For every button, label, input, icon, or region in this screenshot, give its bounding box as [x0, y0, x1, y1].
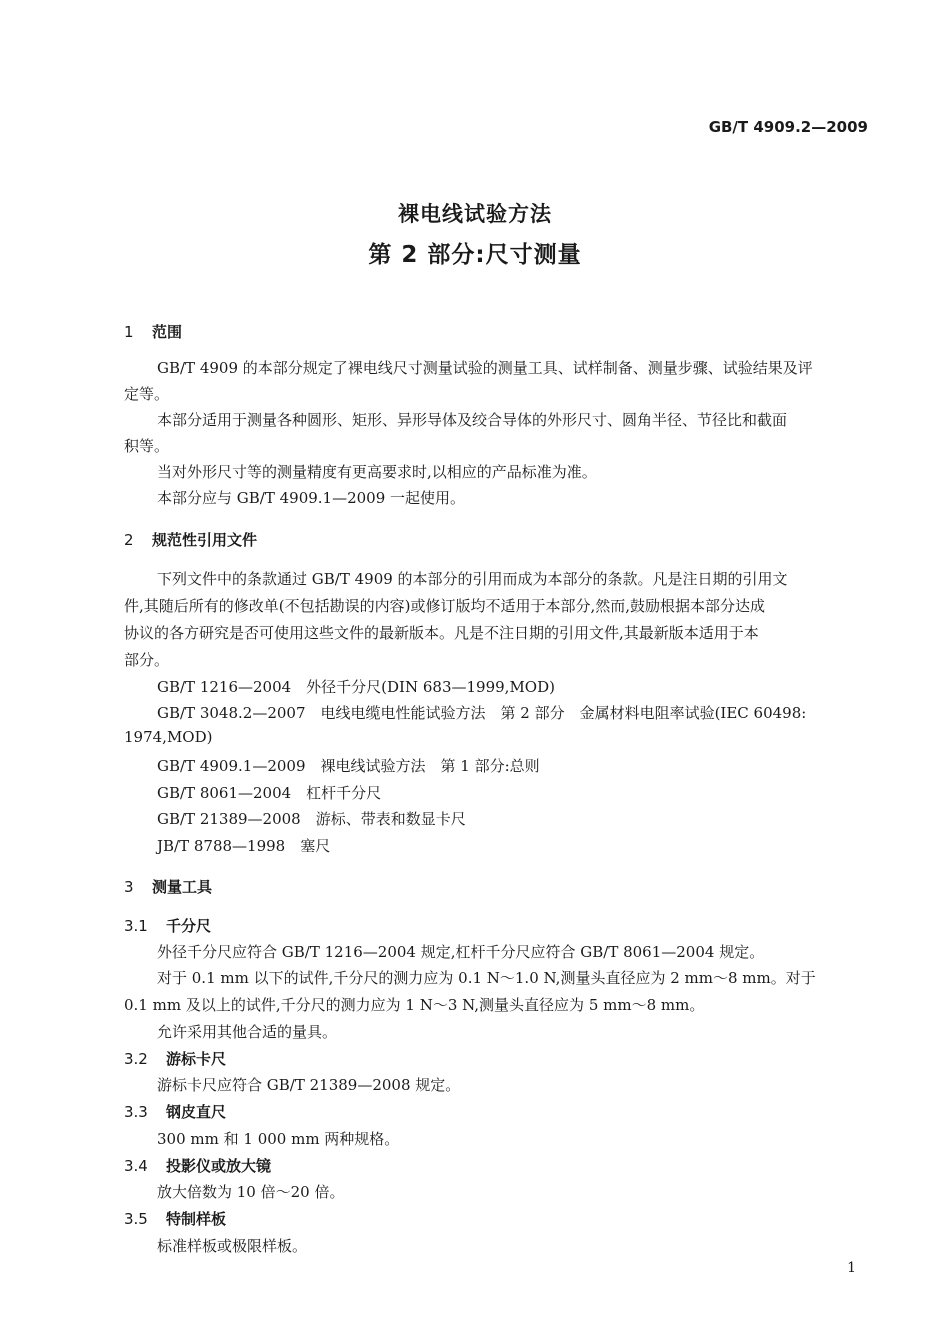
reference-item: GB/T 8061—2004 杠杆千分尺: [157, 784, 382, 802]
paragraph-line: 件,其随后所有的修改单(不包括勘误的内容)或修订版均不适用于本部分,然而,鼓励根据本部分达成: [124, 597, 766, 615]
paragraph-line: 300 mm 和 1 000 mm 两种规格。: [157, 1130, 400, 1148]
doc-subtitle: 第 2 部分:尺寸测量: [368, 242, 582, 268]
paragraph-line: 允许采用其他合适的量具。: [157, 1023, 338, 1041]
paragraph-line: 协议的各方研究是否可使用这些文件的最新版本。凡是不注日期的引用文件,其最新版本适用于本: [124, 624, 759, 642]
paragraph-line: 本部分应与 GB/T 4909.1—2009 一起使用。: [157, 489, 466, 507]
subsection-number: 3.5: [124, 1210, 148, 1228]
section-3-heading: [124, 876, 212, 897]
paragraph-line: 本部分适用于测量各种圆形、矩形、异形导体及绞合导体的外形尺寸、圆角半径、节径比和截面: [157, 411, 788, 429]
subsection-title: 游标卡尺: [166, 1050, 227, 1068]
section-title: 规范性引用文件: [152, 531, 258, 549]
paragraph-line: 放大倍数为 10 倍～20 倍。: [157, 1183, 345, 1201]
paragraph-line: 0.1 mm 及以上的试件,千分尺的测力应为 1 N～3 N,测量头直径应为 5 mm～8 mm。: [124, 996, 705, 1014]
reference-item: JB/T 8788—1998 塞尺: [157, 837, 331, 855]
subsection-3-5-heading: [124, 1208, 226, 1229]
subsection-title: 千分尺: [166, 917, 212, 935]
reference-item-continued: 1974,MOD): [124, 728, 213, 746]
paragraph-line: 下列文件中的条款通过 GB/T 4909 的本部分的引用而成为本部分的条款。凡是注日期的引用文: [157, 570, 788, 588]
subsection-title: 钢皮直尺: [166, 1103, 227, 1121]
section-title: 范围: [152, 323, 183, 341]
standard-code: GB/T 4909.2—2009: [708, 118, 868, 136]
section-title: 测量工具: [152, 878, 213, 896]
paragraph-line: 外径千分尺应符合 GB/T 1216—2004 规定,杠杆千分尺应符合 GB/T 8061—2004 规定。: [157, 943, 765, 961]
section-number: 2: [124, 531, 134, 549]
section-number: 3: [124, 878, 134, 896]
section-1-heading: [124, 321, 182, 342]
subsection-3-4-heading: [124, 1155, 271, 1176]
subsection-3-1-heading: [124, 915, 211, 936]
subsection-number: 3.3: [124, 1103, 148, 1121]
section-number: 1: [124, 323, 134, 341]
paragraph-line: 游标卡尺应符合 GB/T 21389—2008 规定。: [157, 1076, 461, 1094]
reference-item: GB/T 1216—2004 外径千分尺(DIN 683—1999,MOD): [157, 678, 555, 696]
reference-item: GB/T 21389—2008 游标、带表和数显卡尺: [157, 810, 466, 828]
doc-title: 裸电线试验方法: [398, 202, 552, 226]
section-2-heading: [124, 529, 257, 550]
paragraph-line: 积等。: [124, 437, 170, 455]
subsection-title: 投影仪或放大镜: [166, 1157, 272, 1175]
paragraph-line: 标准样板或极限样板。: [157, 1237, 308, 1255]
paragraph-line: 定等。: [124, 385, 170, 403]
subsection-3-2-heading: [124, 1048, 226, 1069]
paragraph-line: 对于 0.1 mm 以下的试件,千分尺的测力应为 0.1 N～1.0 N,测量头直径应为 2 mm～8 mm。对于: [157, 969, 816, 987]
paragraph-line: 当对外形尺寸等的测量精度有更高要求时,以相应的产品标准为准。: [157, 463, 597, 481]
subsection-number: 3.2: [124, 1050, 148, 1068]
subsection-title: 特制样板: [166, 1210, 227, 1228]
subsection-3-3-heading: [124, 1101, 226, 1122]
reference-item: GB/T 3048.2—2007 电线电缆电性能试验方法 第 2 部分 金属材料电阻率试验(IEC 60498:: [157, 704, 807, 722]
paragraph-line: 部分。: [124, 651, 170, 669]
reference-item: GB/T 4909.1—2009 裸电线试验方法 第 1 部分:总则: [157, 757, 540, 775]
page-number: 1: [847, 1260, 856, 1276]
subsection-number: 3.1: [124, 917, 148, 935]
subsection-number: 3.4: [124, 1157, 148, 1175]
paragraph-line: GB/T 4909 的本部分规定了裸电线尺寸测量试验的测量工具、试样制备、测量步骤、试验结果及评: [157, 359, 813, 377]
